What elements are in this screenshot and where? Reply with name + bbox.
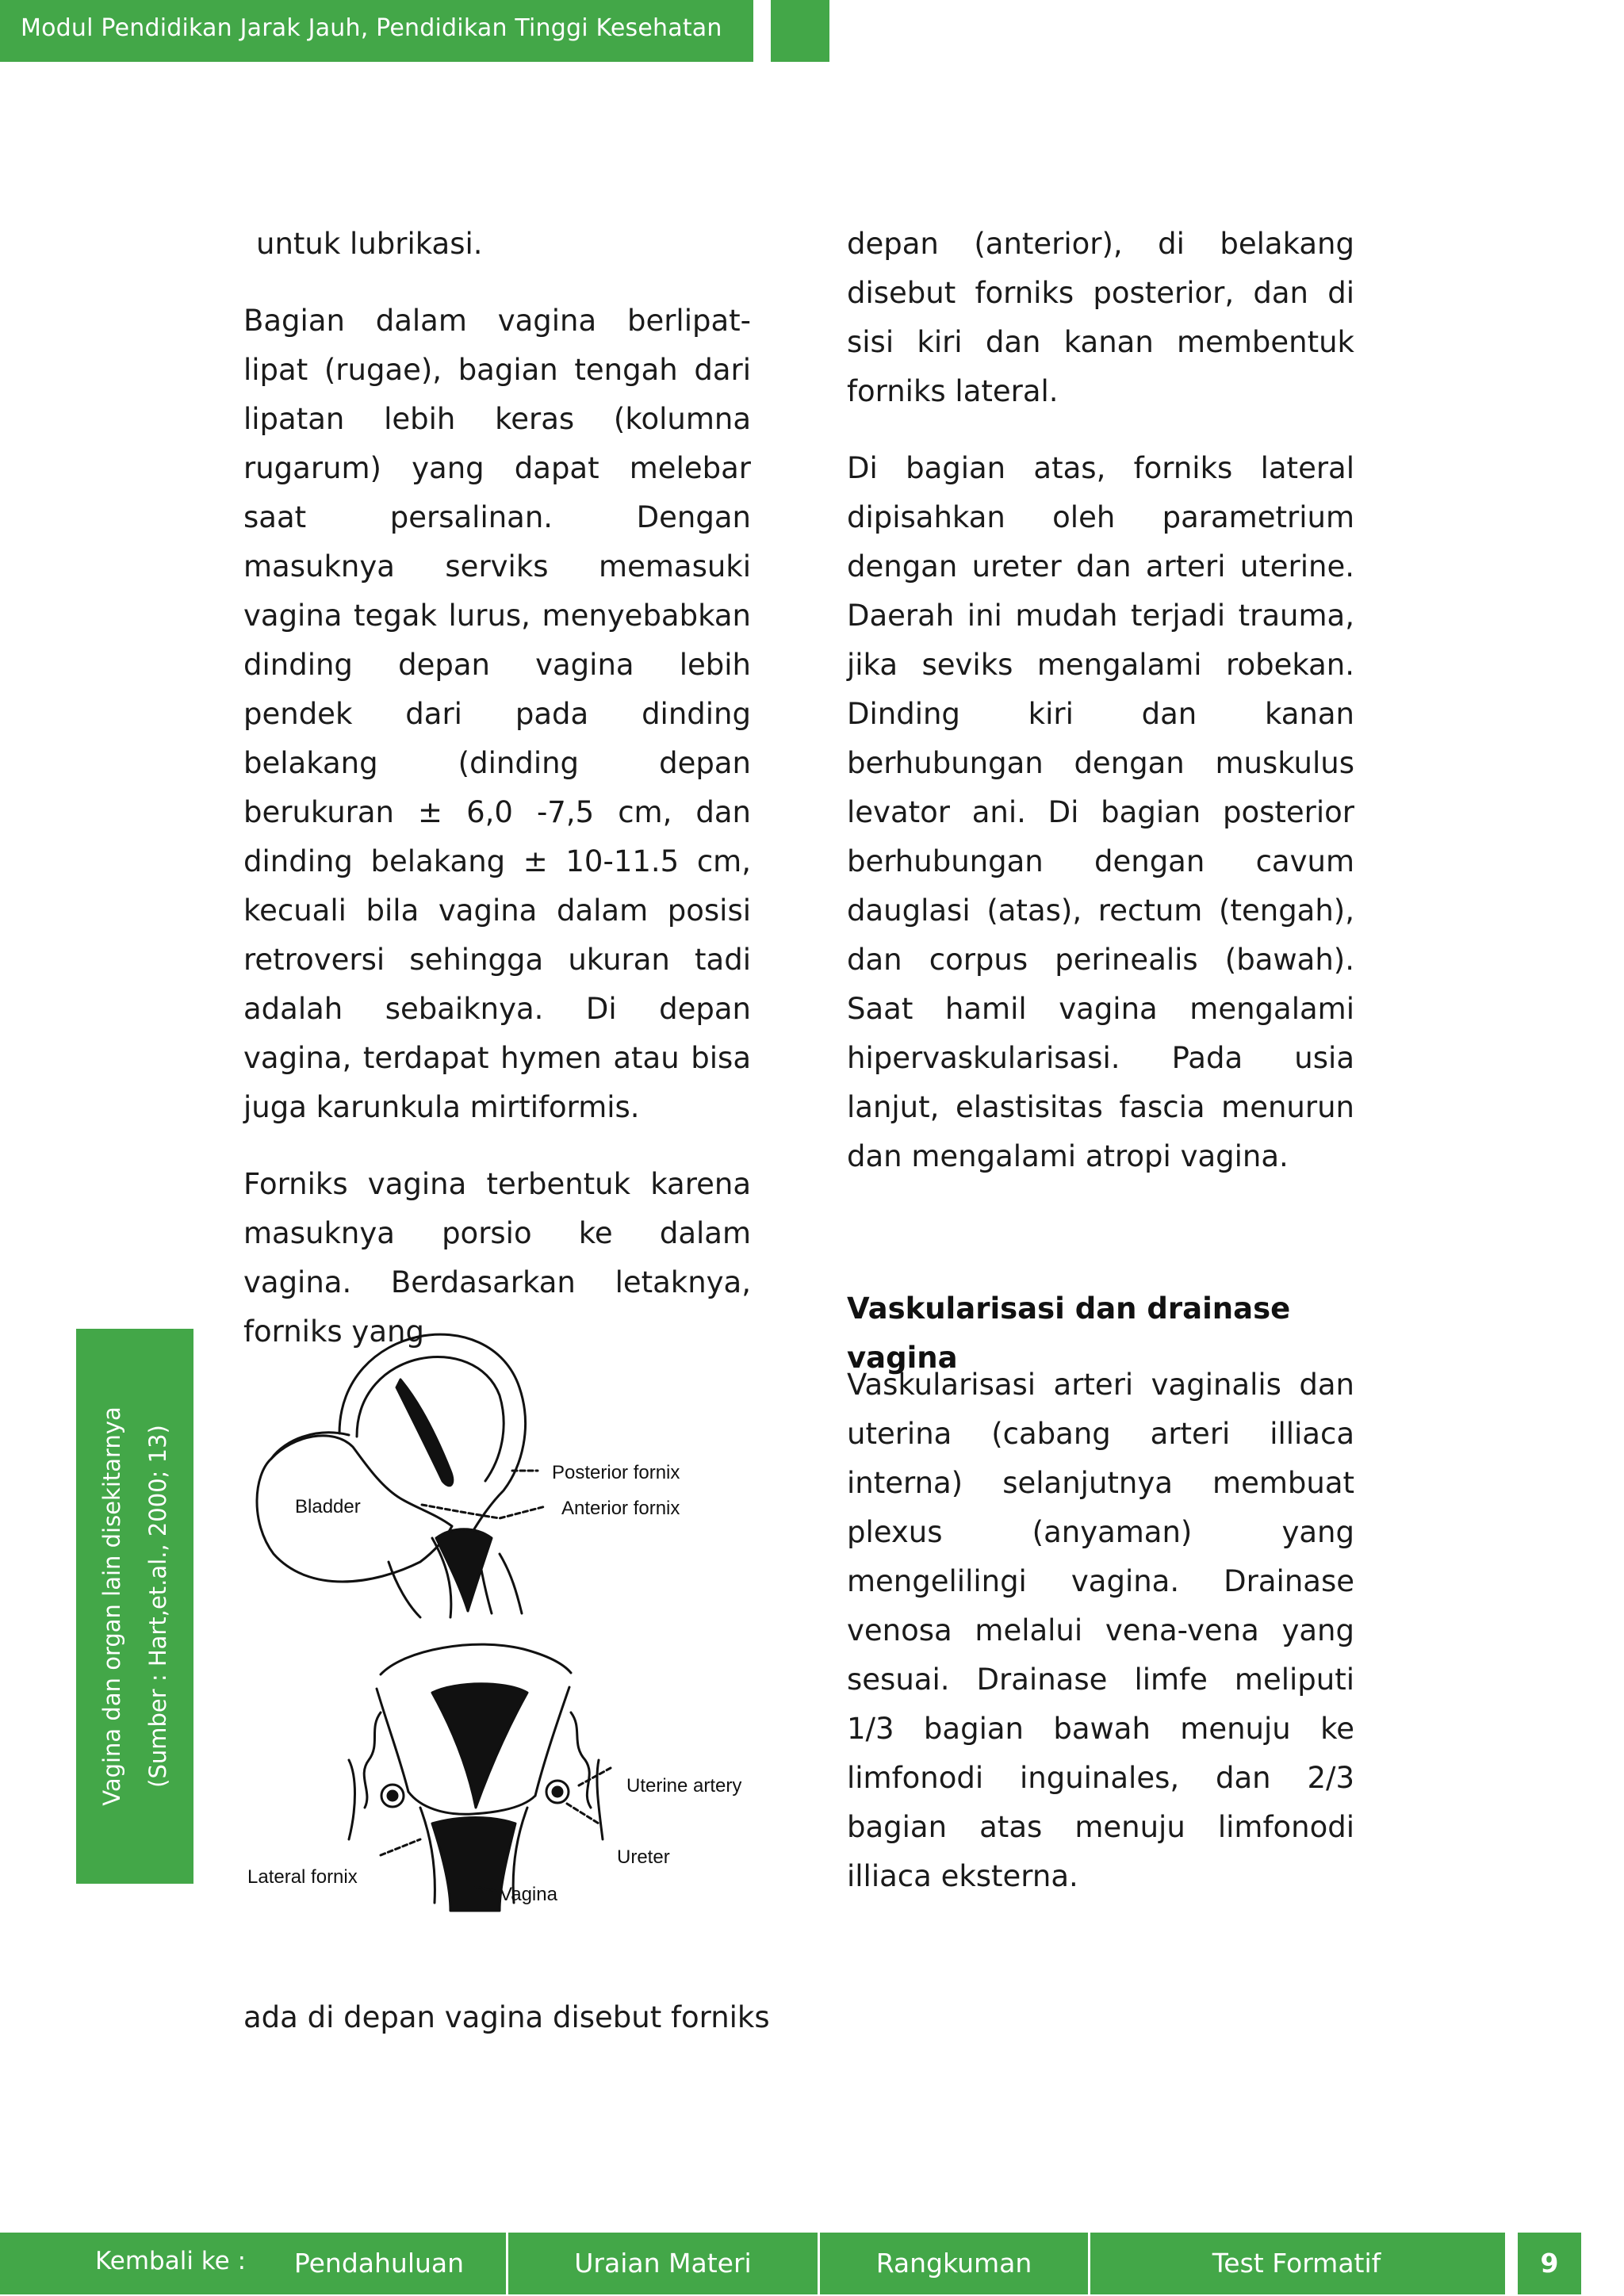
- header-bar: [0, 0, 753, 62]
- ureter-left-inner: [388, 1791, 397, 1800]
- header-accent-block: [771, 0, 829, 62]
- footer-link-pendahuluan[interactable]: Pendahuluan: [293, 2248, 465, 2279]
- module-title: Modul Pendidikan Jarak Jauh, Pendidikan Tinggi Kesehatan: [21, 14, 722, 42]
- ureter-leader: [567, 1804, 599, 1823]
- footer-link-rangkuman[interactable]: Rangkuman: [875, 2248, 1032, 2279]
- paragraph-fornix: Forniks vagina terbentuk karena masuknya porsio ke dalam vagina. Berdasarkan letaknya, forniks yang: [243, 1167, 751, 1349]
- section-heading-vascularization: Vaskularisasi dan drainase vagina: [847, 1292, 1291, 1375]
- paragraph-rugae: Bagian dalam vagina berlipat-lipat (rugae), bagian tengah dari lipatan lebih keras (kolumna rugarum) yang dapat melebar saat persalinan. Dengan masuknya serviks memasuki vagina tegak lurus, menyebabkan dinding depan vagina lebih pendek dari pada dinding belakang (dinding depan berukuran ± 6,0 -7,5 cm, dan dinding belakang ± 10-11.5 cm, kecuali bila vagina dalam posisi retroversi sehingga ukuran tadi adalah sebaiknya. Di depan vagina, terdapat hymen atau bisa juga karunkula mirtiformis.: [243, 304, 751, 1124]
- uterus-inner-outline: [357, 1357, 504, 1481]
- figure-caption: Vagina dan organ lain disekitarnya: [98, 1406, 125, 1806]
- uterine-artery-leader: [579, 1768, 611, 1785]
- vaginal-tissue: [436, 1529, 492, 1611]
- anatomy-figure: [238, 1300, 777, 1934]
- label-vagina: Vagina: [500, 1884, 557, 1905]
- uterine-cavity: [396, 1380, 453, 1486]
- label-uterine-artery: Uterine artery: [626, 1775, 742, 1797]
- ureter-right-inner: [553, 1787, 562, 1797]
- label-posterior-fornix: Posterior fornix: [552, 1462, 680, 1483]
- uterus-fundus: [381, 1644, 571, 1674]
- ligament-left: [349, 1760, 355, 1839]
- page-number: 9: [1518, 2233, 1581, 2294]
- figure-caption-panel: [76, 1329, 193, 1884]
- uterine-artery-left: [364, 1712, 381, 1808]
- footer-link-uraian-materi[interactable]: Uraian Materi: [574, 2248, 752, 2279]
- label-anterior-fornix: Anterior fornix: [561, 1498, 680, 1519]
- paragraph-vascularization: Vaskularisasi arteri vaginalis dan uterina (cabang arteri illiaca interna) selanjutnya membuat plexus (anyaman) yang mengelilingi vagina. Drainase venosa melalui vena-vena yang sesuai. Drainase limfe meliputi 1/3 bagian bawah menuju ke limfonodi inguinales, dan 2/3 bagian atas menuju limfonodi illiaca eksterna.: [847, 1368, 1354, 1893]
- paragraph-fornix-continued: depan (anterior), di belakang disebut forniks posterior, dan di sisi kiri dan kanan membentuk forniks lateral.: [847, 227, 1354, 408]
- uterus-body-left: [377, 1689, 408, 1792]
- footer-link-test-formatif[interactable]: Test Formatif: [1212, 2248, 1381, 2279]
- figure-source: (Sumber : Hart,et.al., 2000; 13): [144, 1425, 171, 1788]
- uterine-cavity-coronal: [432, 1684, 527, 1808]
- label-lateral-fornix: Lateral fornix: [247, 1866, 358, 1888]
- anterior-fornix-leader: [422, 1505, 546, 1518]
- left-text-column: [243, 220, 751, 1357]
- uterine-artery-right: [571, 1712, 591, 1808]
- paragraph-lubrication: untuk lubrikasi.: [256, 227, 483, 261]
- continuation-text: ada di depan vagina disebut forniks: [243, 2000, 770, 2034]
- footer-back-label: Kembali ke :: [95, 2247, 247, 2275]
- lateral-fornix-leader: [381, 1839, 420, 1855]
- footer-nav: [0, 2233, 1505, 2294]
- paragraph-relations: Di bagian atas, forniks lateral dipisahkan oleh parametrium dengan ureter dan arteri uterine. Daerah ini mudah terjadi trauma, jika seviks mengalami robekan. Dinding kiri dan kanan berhubungan dengan muskulus levator ani. Di bagian posterior berhubungan dengan cavum dauglasi (atas), rectum (tengah), dan corpus perinealis (bawah). Saat hamil vagina mengalami hipervaskularisasi. Pada usia lanjut, elastisitas fascia menurun dan mengalami atropi vagina.: [847, 451, 1354, 1173]
- label-ureter: Ureter: [617, 1846, 670, 1868]
- uterus-body-right: [535, 1687, 569, 1796]
- right-text-column: [847, 220, 1354, 1181]
- label-bladder: Bladder: [295, 1496, 361, 1517]
